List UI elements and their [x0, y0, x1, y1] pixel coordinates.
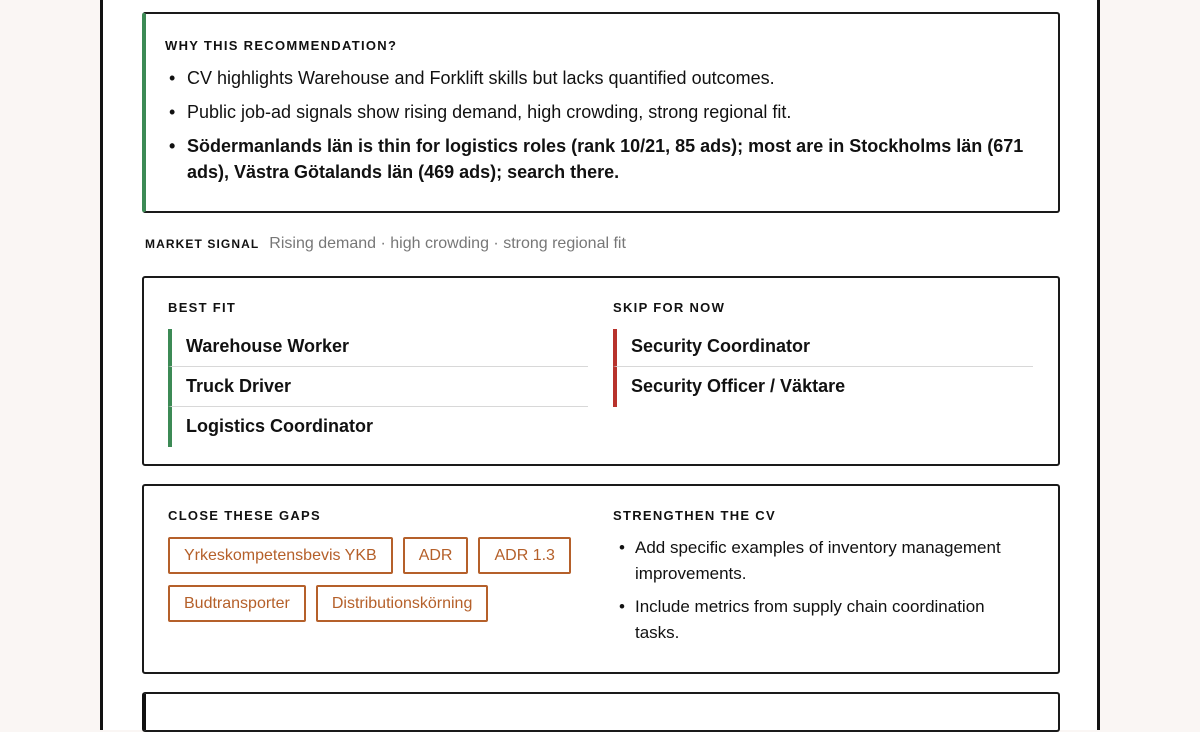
market-signal-label: MARKET SIGNAL [145, 237, 260, 251]
close-gaps-title: CLOSE THESE GAPS [168, 508, 321, 523]
why-title: WHY THIS RECOMMENDATION? [165, 38, 398, 53]
skip-title: SKIP FOR NOW [613, 300, 726, 315]
role-item-best-fit[interactable] [168, 329, 588, 367]
role-label: Security Coordinator [631, 336, 811, 356]
next-card [142, 692, 1060, 732]
role-item-skip[interactable] [613, 329, 1033, 367]
skip-column [613, 300, 1033, 407]
why-bullet: • CV highlights Warehouse and Forklift skills but lacks quantified outcomes. [187, 65, 1038, 91]
roles-card [142, 276, 1060, 466]
gap-tag[interactable]: Distributionskörning [316, 585, 489, 622]
why-recommendation-card [142, 12, 1060, 213]
skip-list [613, 329, 1033, 407]
best-fit-column [168, 300, 588, 447]
role-label: Logistics Coordinator [186, 416, 374, 436]
why-bullet: • Public job-ad signals show rising demand, high crowding, strong regional fit. [187, 99, 1038, 125]
role-label: Truck Driver [186, 376, 292, 396]
why-bullet-emphasis: • Södermanlands län is thin for logistics roles (rank 10/21, 85 ads); most are in Stockholms län (671 ads), Västra Götalands län (469 ads); search there. [187, 133, 1038, 185]
strengthen-list [613, 535, 1033, 646]
why-list [165, 65, 1038, 185]
best-fit-list [168, 329, 588, 447]
gap-tag[interactable]: ADR [403, 537, 469, 574]
role-item-skip[interactable] [613, 367, 1033, 407]
close-gaps-column [168, 508, 588, 622]
gap-tag[interactable]: ADR 1.3 [478, 537, 570, 574]
gap-tag[interactable]: Budtransporter [168, 585, 306, 622]
strengthen-bullet: • Add specific examples of inventory management improvements. [635, 535, 1033, 587]
gaps-card [142, 484, 1060, 674]
strengthen-cv-column [613, 508, 1033, 653]
strengthen-cv-title: STRENGTHEN THE CV [613, 508, 776, 523]
strengthen-bullet: • Include metrics from supply chain coordination tasks. [635, 594, 1033, 646]
role-item-best-fit[interactable] [168, 407, 588, 447]
gap-tag[interactable]: Yrkeskompetensbevis YKB [168, 537, 393, 574]
market-signal-row [145, 235, 626, 257]
role-label: Warehouse Worker [186, 336, 350, 356]
market-signal-text: Rising demand · high crowding · strong regional fit [269, 235, 626, 252]
gap-tags [168, 537, 588, 622]
best-fit-title: BEST FIT [168, 300, 237, 315]
role-item-best-fit[interactable] [168, 367, 588, 407]
role-label: Security Officer / Väktare [631, 376, 846, 396]
